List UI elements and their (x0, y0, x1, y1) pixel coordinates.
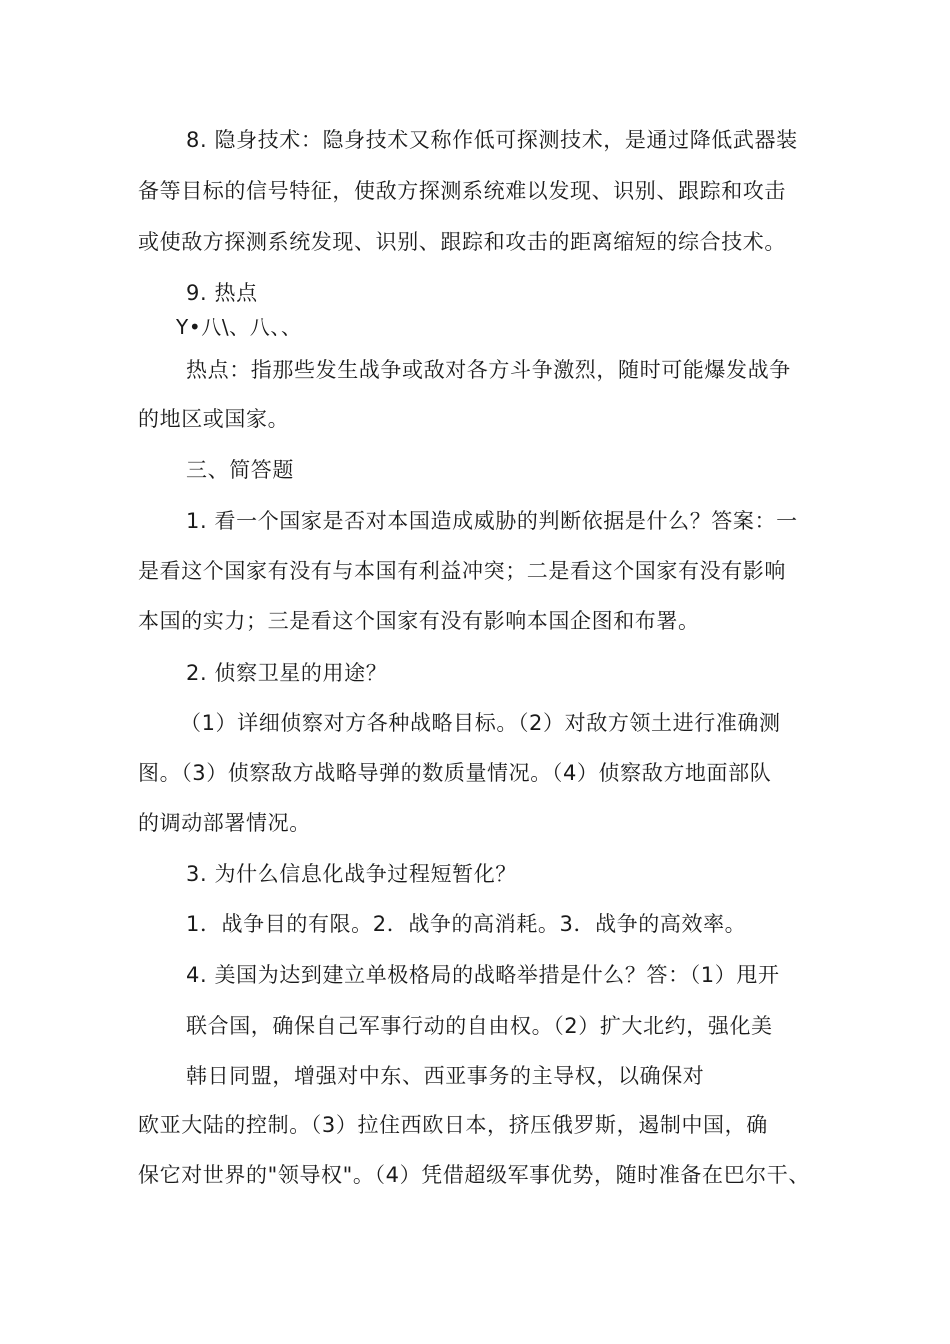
text-line: 图。（3）侦察敌方战略导弹的数质量情况。（4）侦察敌方地面部队 (138, 761, 772, 785)
text-line: 8. 隐身技术：隐身技术又称作低可探测技术，是通过降低武器装 (186, 128, 798, 152)
text-line: Y•八\、八、、 (176, 315, 302, 339)
text-line: 4. 美国为达到建立单极格局的战略举措是什么？答：（1）甩开 (186, 963, 780, 987)
text-line: 3. 为什么信息化战争过程短暂化？ (186, 862, 517, 886)
text-line: 或使敌方探测系统发现、识别、跟踪和攻击的距离缩短的综合技术。 (138, 230, 786, 254)
text-line: 保它对世界的"领导权"。（4）凭借超级军事优势，随时准备在巴尔干、 (138, 1163, 810, 1187)
text-line: 是看这个国家有没有与本国有利益冲突；二是看这个国家有没有影响 (138, 559, 786, 583)
text-line: 备等目标的信号特征，使敌方探测系统难以发现、识别、跟踪和攻击 (138, 179, 786, 203)
text-line: 联合国，确保自己军事行动的自由权。（2）扩大北约，强化美 (186, 1014, 773, 1038)
text-line: 1. 看一个国家是否对本国造成威胁的判断依据是什么？答案：一 (186, 509, 798, 533)
text-line: 的地区或国家。 (138, 407, 290, 431)
text-line: 1．战争目的有限。2．战争的高消耗。3．战争的高效率。 (186, 912, 747, 936)
text-line: 欧亚大陆的控制。（3）拉住西欧日本，挤压俄罗斯，遏制中国，确 (138, 1113, 768, 1137)
text-line: 本国的实力；三是看这个国家有没有影响本国企图和布署。 (138, 609, 700, 633)
text-line: 2. 侦察卫星的用途？ (186, 661, 388, 685)
section-heading: 三、简答题 (186, 458, 294, 482)
text-line: 热点：指那些发生战争或敌对各方斗争激烈，随时可能爆发战争 (186, 358, 791, 382)
text-line: 9. 热点 (186, 281, 258, 305)
text-line: （1）详细侦察对方各种战略目标。（2）对敌方领土进行准确测 (180, 711, 781, 735)
text-line: 的调动部署情况。 (138, 811, 311, 835)
text-line: 韩日同盟，增强对中东、西亚事务的主导权，以确保对 (186, 1064, 705, 1088)
